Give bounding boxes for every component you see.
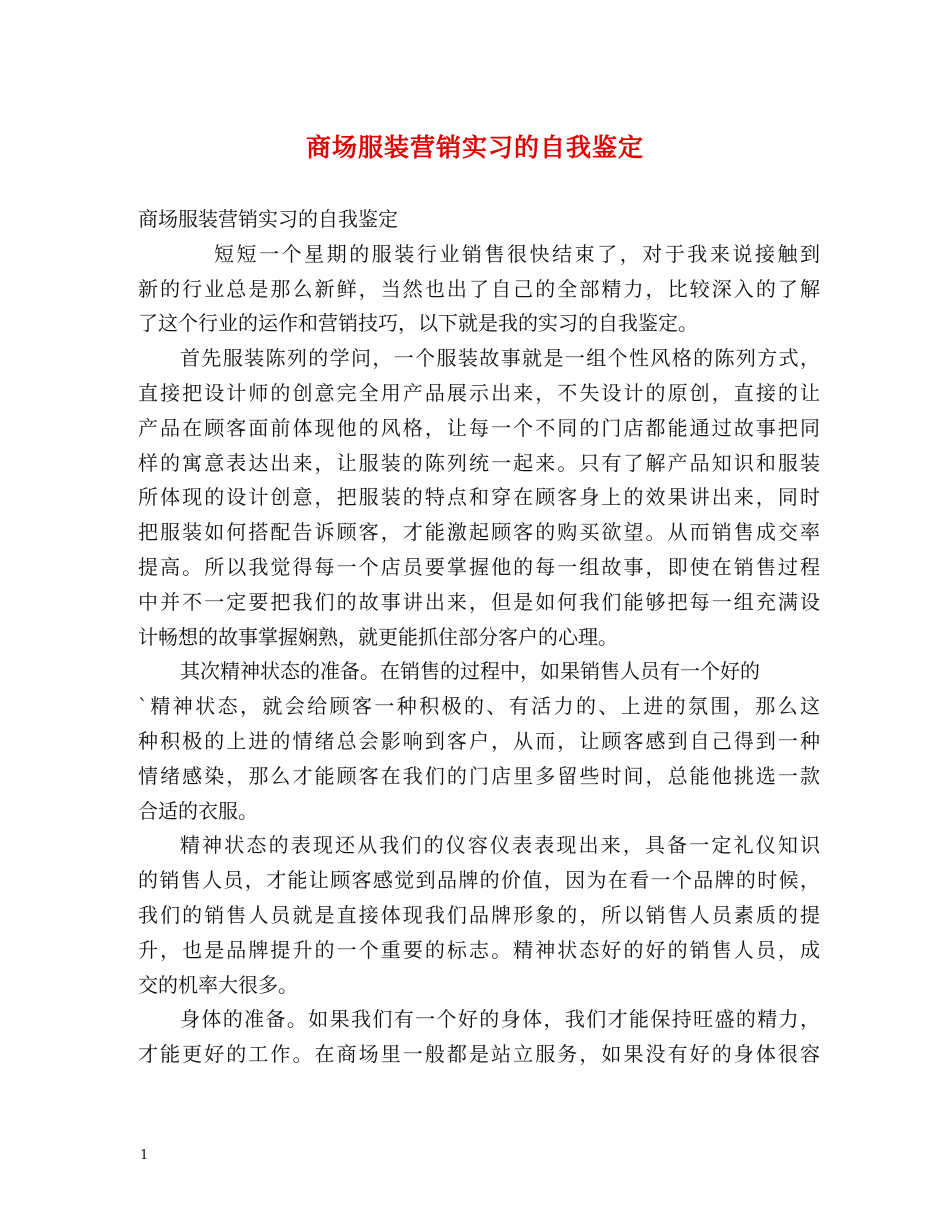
body-line: 短短一个星期的服装行业销售很快结束了，对于我来说接触到 <box>214 241 820 266</box>
page-number: 1 <box>140 1148 149 1163</box>
body-line: 我们的销售人员就是直接体现我们品牌形象的，所以销售人员素质的提 <box>138 902 820 927</box>
body-line: 直接把设计师的创意完全用产品展示出来，不失设计的原创，直接的让 <box>138 380 820 405</box>
body-line: 样的寓意表达出来，让服装的陈列统一起来。只有了解产品知识和服装 <box>138 450 820 475</box>
body-line: 升，也是品牌提升的一个重要的标志。精神状态好的好的销售人员，成 <box>138 937 820 962</box>
body-line: 所体现的设计创意，把服装的特点和穿在顾客身上的效果讲出来，同时 <box>138 485 820 510</box>
body-line: 才能更好的工作。在商场里一般都是站立服务，如果没有好的身体很容 <box>138 1042 820 1067</box>
body-line: 精神状态的表现还从我们的仪容仪表表现出来，具备一定礼仪知识 <box>180 833 820 858</box>
body-line: 首先服装陈列的学问，一个服装故事就是一组个性风格的陈列方式， <box>180 346 820 371</box>
body-line: 了这个行业的运作和营销技巧，以下就是我的实习的自我鉴定。 <box>138 311 698 336</box>
body-line: 交的机率大很多。 <box>138 972 298 997</box>
body-line: 种积极的上进的情绪总会影响到客户，从而，让顾客感到自己得到一种 <box>138 728 820 753</box>
body-line: 身体的准备。如果我们有一个好的身体，我们才能保持旺盛的精力， <box>180 1007 820 1032</box>
body-line: 情绪感染，那么才能顾客在我们的门店里多留些时间，总能他挑选一款 <box>138 763 820 788</box>
body-line: 把服装如何搭配告诉顾客，才能激起顾客的购买欲望。从而销售成交率 <box>138 520 820 545</box>
body-line: 的销售人员，才能让顾客感觉到品牌的价值，因为在看一个品牌的时候， <box>138 868 820 893</box>
body-line: 产品在顾客面前体现他的风格，让每一个不同的门店都能通过故事把同 <box>138 415 820 440</box>
body-line: 中并不一定要把我们的故事讲出来，但是如何我们能够把每一组充满设 <box>138 589 820 614</box>
body-line: `精神状态，就会给顾客一种积极的、有活力的、上进的氛围，那么这 <box>138 694 820 719</box>
body-heading: 商场服装营销实习的自我鉴定 <box>138 207 398 231</box>
body-line: 合适的衣服。 <box>138 798 258 823</box>
body-line: 提高。所以我觉得每一个店员要掌握他的每一组故事，即使在销售过程 <box>138 554 820 579</box>
body-line: 计畅想的故事掌握娴熟，就更能抓住部分客户的心理。 <box>138 624 618 649</box>
document-body <box>138 202 820 1072</box>
document-title: 商场服装营销实习的自我鉴定 <box>305 133 644 162</box>
body-line: 其次精神状态的准备。在销售的过程中，如果销售人员有一个好的 <box>180 659 760 684</box>
body-line: 新的行业总是那么新鲜，当然也出了自己的全部精力，比较深入的了解 <box>138 276 820 301</box>
